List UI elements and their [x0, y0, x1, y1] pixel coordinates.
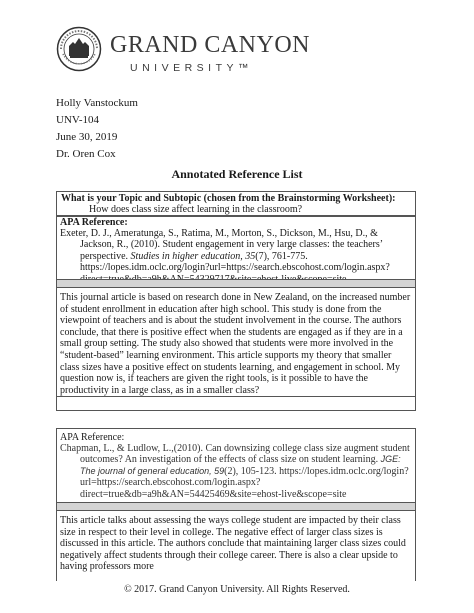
blank-row: [56, 397, 416, 410]
submission-date: June 30, 2019: [56, 131, 118, 143]
document-title: Annotated Reference List: [171, 167, 303, 181]
annotation-text: This article talks about assessing the ways college student are impacted by their class size in respect to their level in college. The negative effect of larger class sizes is discussed in this article. The authors conclude that maintaining larger class sizes could negatively affect students through their college career. There is also a clear upside to having professors more: [60, 515, 406, 573]
topic-question: What is your Topic and Subtopic (chosen from the Brainstorming Worksheet):: [61, 193, 396, 204]
topic-box: [56, 191, 416, 216]
university-seal-icon: [56, 26, 102, 72]
annotation-section-2: [56, 511, 416, 581]
reference-citation: Exeter, D. J., Ameratunga, S., Ratima, M., Morton, S., Dickson, M., Hsu, D., & Jackson, R., (2010). Student engagement in very large classes: the teachers’ perspective. Studies in higher education, 35(7), 761-775. https://lopes.idm.oclc.org/login?url=https://search.ebscohost.com/login.aspx?: [60, 228, 390, 274]
course-code: UNV-104: [56, 114, 99, 126]
section-divider: [56, 502, 416, 511]
student-name: Holly Vanstockum: [56, 97, 138, 109]
topic-answer: How does class size affect learning in the classroom?: [89, 204, 303, 215]
instructor-name: Dr. Oren Cox: [56, 148, 116, 160]
annotation-section-1: [56, 288, 416, 396]
copyright-footer: © 2017. Grand Canyon University. All Rights Reserved.: [124, 584, 350, 595]
section-divider: [56, 279, 416, 288]
annotation-text: This journal article is based on research done in New Zealand, on the increased number of student enrollment in education after high school. This study is done from the viewpoint of teachers and is about the student involvement in the course. The authors conclude, that there is positive effect when the students are engaged as if they are in a small group setting. The study also showed that students were more involved in the “student-based” learning environment. This article supports my theory that smaller class sizes have a positive effect on students learning, and engagement in school. My question now is, if teachers are given the right tools, is it possible to have the productivity in a large class, as in a smaller class?: [60, 292, 411, 396]
brand-name: GRAND CANYON: [110, 32, 311, 58]
reference-section-2: [56, 428, 416, 502]
reference-section-1: [56, 216, 416, 279]
table-rule: [56, 410, 416, 411]
university-logo: [56, 26, 316, 76]
reference-citation: Chapman, L., & Ludlow, L.,(2010). Can downsizing college class size augment student outcomes? An investigation of the effects of class size on student learning. JGE: The journal of general education, 59(2), 105-123. https://lopes.idm.oclc.org/login?url=https://search.ebscohost.com/login.aspx?direct=true&db=a9h&AN=54425469&site=ehost-live&scope=site: [60, 443, 410, 500]
apa-reference-label: APA Reference:: [60, 217, 128, 228]
brand-subtitle: UNIVERSITY™: [130, 62, 254, 74]
apa-reference-label: APA Reference:: [60, 432, 125, 443]
